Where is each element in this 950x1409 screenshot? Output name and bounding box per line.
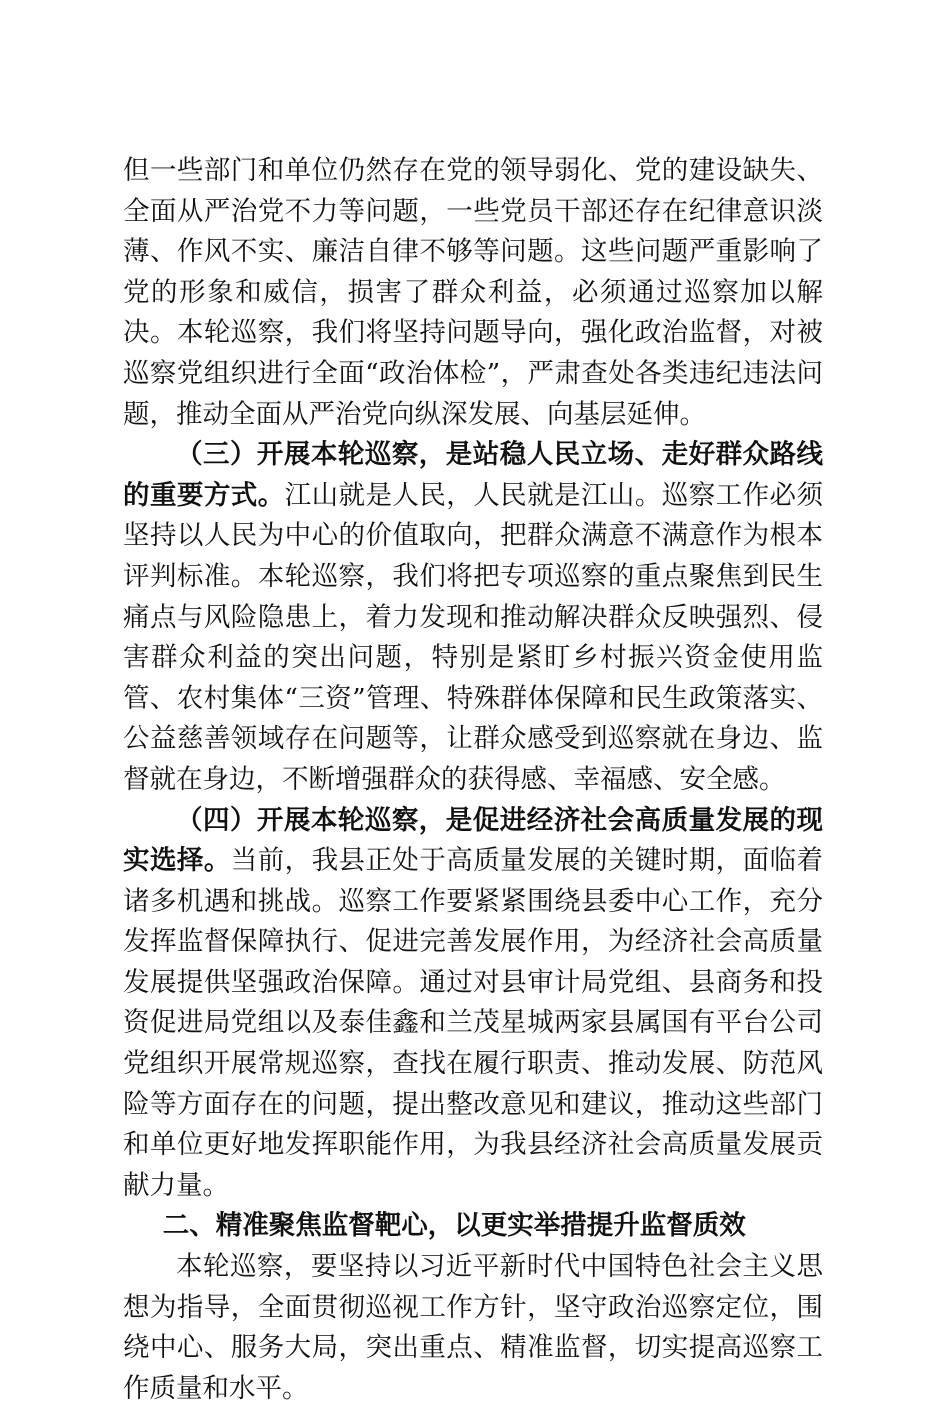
- paragraph-continuation: 但一些部门和单位仍然存在党的领导弱化、党的建设缺失、全面从严治党不力等问题，一些党员干部还存在纪律意识淡薄、作风不实、廉洁自律不够等问题。这些问题严重影响了党的形象和威信，损害了群众利益，必须通过巡察加以解决。本轮巡察，我们将坚持问题导向，强化政治监督，对被巡察党组织进行全面“政治体检”，严肃查处各类违纪违法问题，推动全面从严治党向纵深发展、向基层延伸。: [123, 155, 823, 430]
- paragraph-section-4: [123, 801, 823, 1207]
- section-3-lead: （三）开展本轮巡察，是站稳人民立场、走好群众路线的重要方式。: [123, 439, 823, 511]
- paragraph-section-3: [123, 435, 823, 800]
- heading-part-2: 二、精准聚焦监督靶心，以更实举措提升监督质效: [162, 1210, 746, 1242]
- section-4-lead: （四）开展本轮巡察，是促进经济社会高质量发展的现实选择。: [123, 804, 823, 877]
- document-body: [123, 151, 823, 1409]
- section-4-body: 当前，我县正处于高质量发展的关键时期，面临着诸多机遇和挑战。巡察工作要紧紧围绕县委中心工作，充分发挥监督保障执行、促进完善发展作用，为经济社会高质量发展提供坚强政治保障。通过对县审计局党组、县商务和投资促进局党组以及泰佳鑫和兰茂星城两家县属国有平台公司党组织开展常规巡察，查找在履行职责、推动发展、防范风险等方面存在的问题，提出整改意见和建议，推动这些部门和单位更好地发挥职能作用，为我县经济社会高质量发展贡献力量。: [123, 845, 824, 1201]
- paragraph-final: 本轮巡察，要坚持以习近平新时代中国特色社会主义思想为指导，全面贯彻巡视工作方针，坚守政治巡察定位，围绕中心、服务大局，突出重点、精准监督，切实提高巡察工作质量和水平。: [123, 1251, 823, 1404]
- section-3-body: 江山就是人民，人民就是江山。巡察工作必须坚持以人民为中心的价值取向，把群众满意不满意作为根本评判标准。本轮巡察，我们将把专项巡察的重点聚焦到民生痛点与风险隐患上，着力发现和推动解决群众反映强烈、侵害群众利益的突出问题，特别是紧盯乡村振兴资金使用监管、农村集体“三资”管理、特殊群体保障和民生政策落实、公益慈善领域存在问题等，让群众感受到巡察就在身边、监督就在身边，不断增强群众的获得感、幸福感、安全感。: [123, 479, 824, 795]
